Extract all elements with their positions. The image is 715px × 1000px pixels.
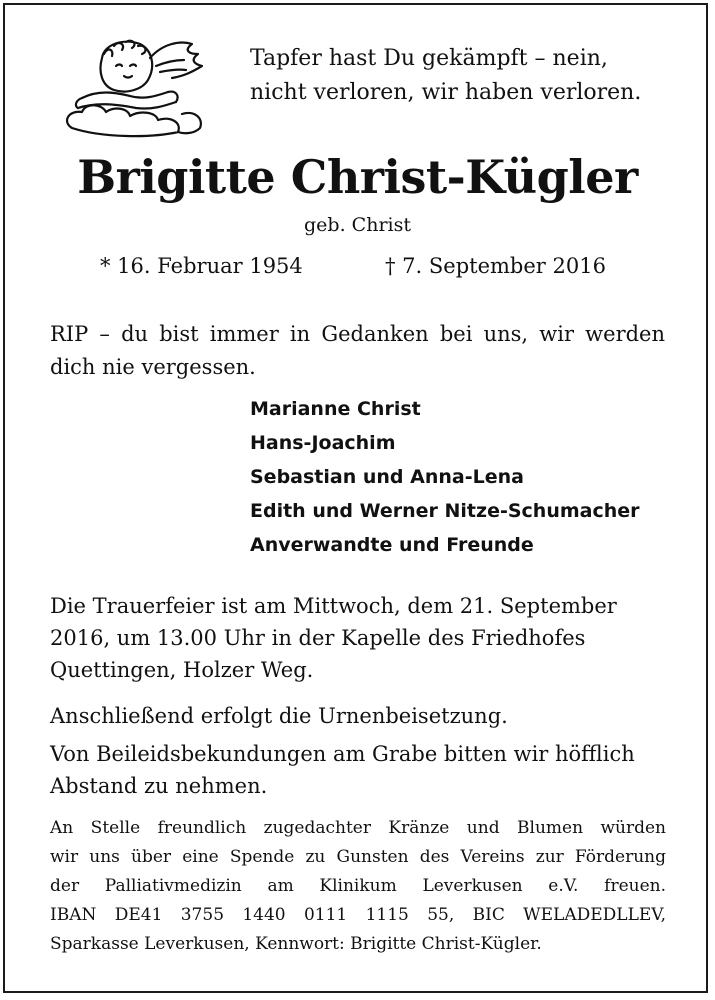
mourner-name: Sebastian und Anna-Lena xyxy=(250,466,524,488)
urn-burial-info: Anschließend erfolgt die Urnenbeisetzung. xyxy=(50,704,508,728)
farewell-text: RIP – du bist immer in Gedanken bei uns, wir werden dich nie vergessen. xyxy=(50,322,665,379)
deceased-name: Brigitte Christ-Kügler xyxy=(77,150,638,204)
motto-line: nicht verloren, wir haben verloren. xyxy=(250,80,642,105)
death-date: † 7. September 2016 xyxy=(385,254,606,278)
motto-line: Tapfer hast Du gekämpft – nein, xyxy=(250,46,608,71)
motto-verse xyxy=(250,42,641,110)
mourner-name: Hans-Joachim xyxy=(250,432,396,454)
funeral-info: Die Trauerfeier ist am Mittwoch, dem 21. September 2016, um 13.00 Uhr in der Kapelle des Friedhofes Quettingen, Holzer Weg. xyxy=(50,594,617,682)
mourners-list xyxy=(250,392,640,562)
condolence-request: Von Beileidsbekundungen am Grabe bitten wir höfflich Abstand zu nehmen. xyxy=(50,742,635,798)
birth-date: * 16. Februar 1954 xyxy=(100,254,303,278)
mourner-name: Marianne Christ xyxy=(250,398,421,420)
maiden-name: geb. Christ xyxy=(304,214,411,236)
donation-line: IBAN DE41 3755 1440 0111 1115 55, BIC WELADEDLLEV, xyxy=(50,905,666,925)
donation-line: An Stelle freundlich zugedachter Kränze und Blumen würden xyxy=(50,818,666,838)
mourner-name: Edith und Werner Nitze-Schumacher xyxy=(250,500,640,522)
cherub-illustration xyxy=(52,36,222,140)
donation-line: Sparkasse Leverkusen, Kennwort: Brigitte Christ-Kügler. xyxy=(50,934,542,954)
donation-line: wir uns über eine Spende zu Gunsten des Vereins zur Förderung xyxy=(50,847,666,867)
donation-line: der Palliativmedizin am Klinikum Leverkusen e.V. freuen. xyxy=(50,876,666,896)
mourner-name: Anverwandte und Freunde xyxy=(250,534,534,556)
donation-request xyxy=(50,814,666,959)
